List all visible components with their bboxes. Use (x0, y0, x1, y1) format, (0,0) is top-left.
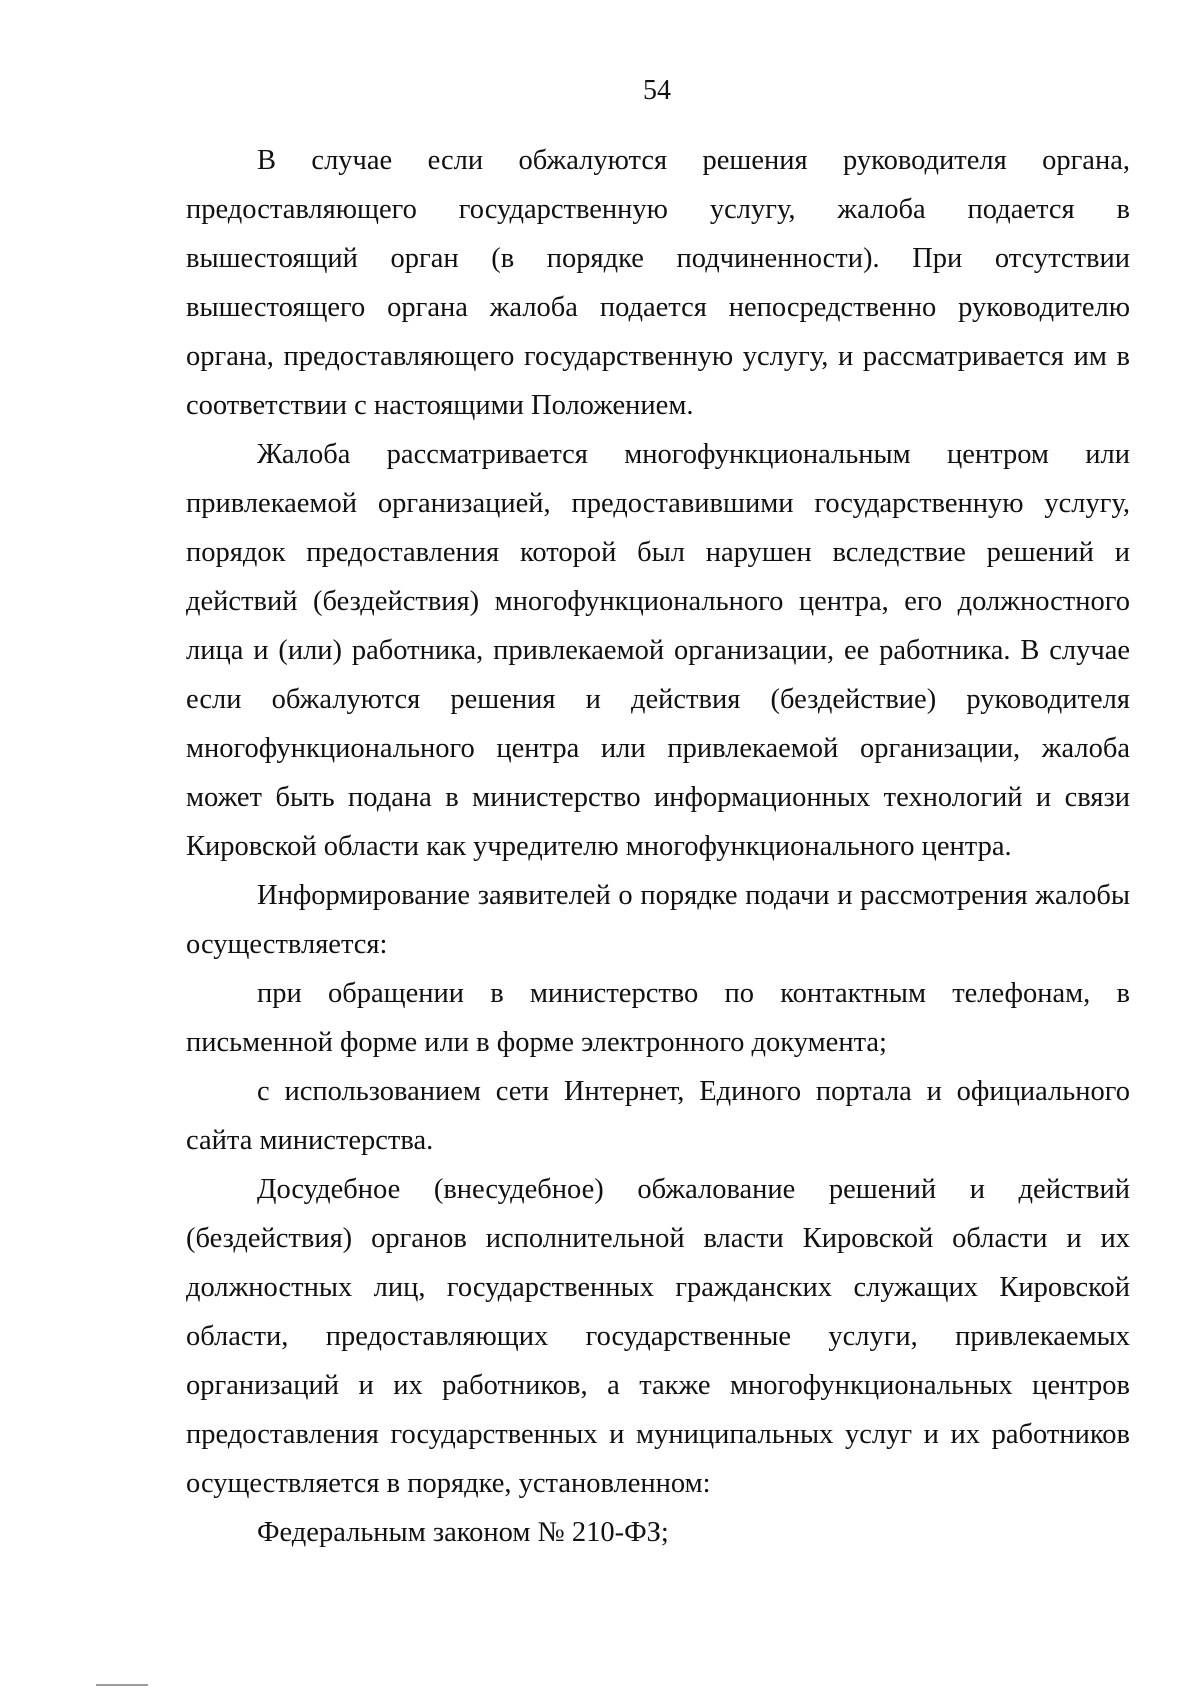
paragraph-by-ministry-contact: при обращении в министерство по контактным телефонам, в письменной форме или в форме электронного документа; (186, 978, 1130, 1058)
paragraph-federal-law: Федеральным законом № 210-ФЗ; (257, 1517, 669, 1548)
body-text (186, 136, 1130, 1557)
paragraph-pretrial-appeal: Досудебное (внесудебное) обжалование решений и действий (бездействия) органов исполнительной власти Кировской области и их должностных лиц, государственных гражданских служащих Кировской области, предоставляющих государственные услуги, привлекаемых организаций и их работников, а также многофункциональных центров предоставления государственных и муниципальных услуг и их работников осуществляется в порядке, установленном: (186, 1174, 1130, 1499)
page-number: 54 (643, 75, 671, 106)
scan-artifact-line (96, 1684, 148, 1686)
paragraph-complaint-mfc: Жалоба рассматривается многофункциональным центром или привлекаемой организацией, предоставившими государственную услугу, порядок предоставления которой был нарушен вследствие решений и действий (бездействия) многофункционального центра, его должностного лица и (или) работника, привлекаемой организации, ее работника. В случае если обжалуются решения и действия (бездействие) руководителя многофункционального центра или привлекаемой организации, жалоба может быть подана в министерство информационных технологий и связи Кировской области как учредителю многофункционального центра. (186, 439, 1130, 862)
paragraph-complaint-higher-authority: В случае если обжалуются решения руководителя органа, предоставляющего государственную услугу, жалоба подается в вышестоящий орган (в порядке подчиненности). При отсутствии вышестоящего органа жалоба подается непосредственно руководителю органа, предоставляющего государственную услугу, и рассматривается им в соответствии с настоящими Положением. (186, 145, 1130, 421)
paragraph-informing-applicants: Информирование заявителей о порядке подачи и рассмотрения жалобы осуществляется: (186, 880, 1130, 960)
paragraph-by-internet: с использованием сети Интернет, Единого портала и официального сайта министерства. (186, 1076, 1130, 1156)
